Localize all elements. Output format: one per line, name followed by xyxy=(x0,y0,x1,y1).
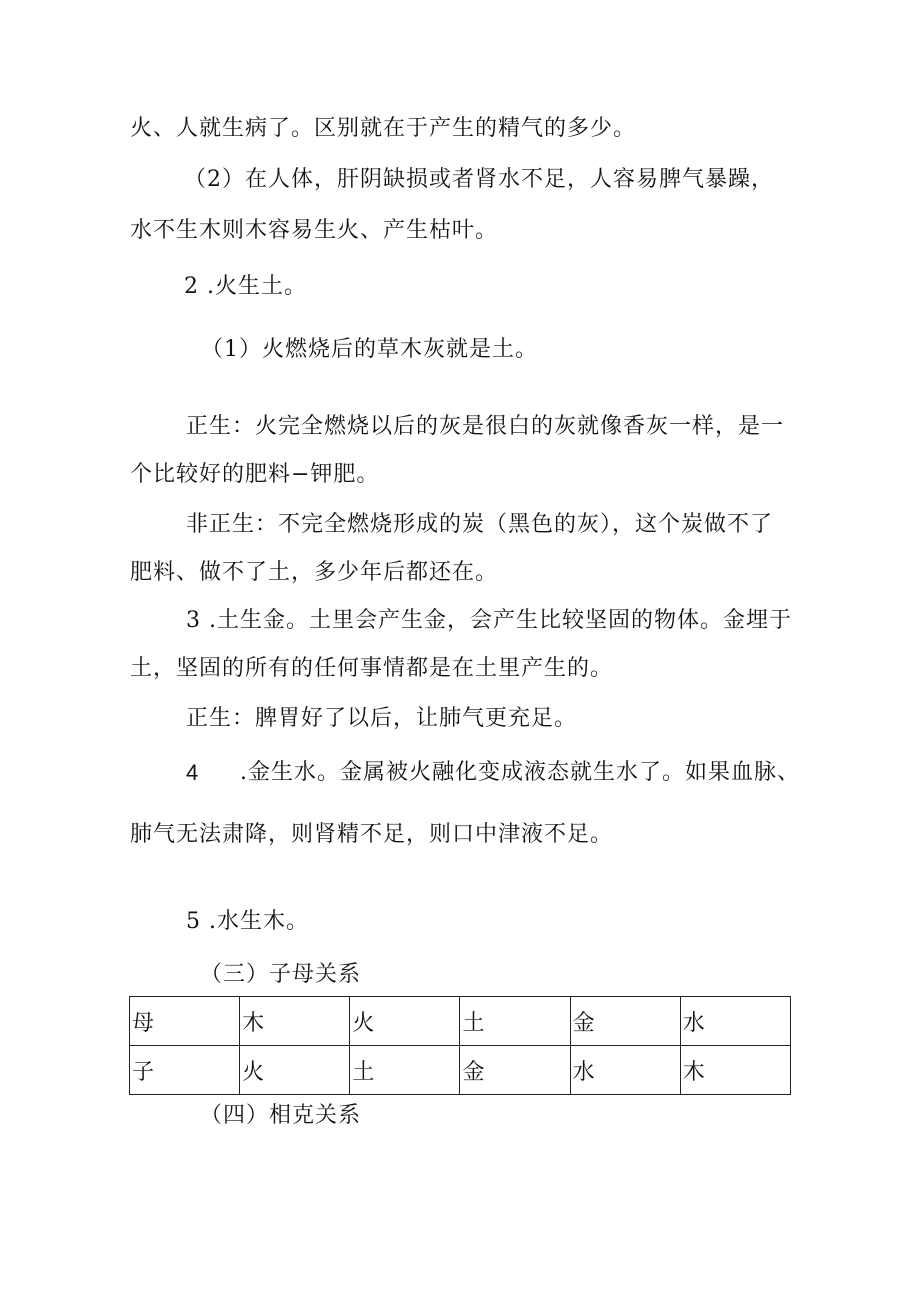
paragraph-line: （2）在人体，肝阴缺损或者肾水不足，人容易脾气暴躁， xyxy=(184,167,774,192)
paragraph-line: 火、人就生病了。区别就在于产生的精气的多少。 xyxy=(130,116,637,141)
section-title: （四）相克关系 xyxy=(200,1103,362,1128)
paragraph-line: 肥料、做不了土，多少年后都还在。 xyxy=(130,560,499,585)
section-title: （三）子母关系 xyxy=(200,962,362,987)
paragraph-line: 水不生木则木容易生火、产生枯叶。 xyxy=(130,218,499,243)
table-cell: 木 xyxy=(680,1046,790,1095)
paragraph-line: 土，坚固的所有的任何事情都是在土里产生的。 xyxy=(130,656,614,681)
heading-2: 2 .火生土。 xyxy=(184,274,307,299)
paragraph-line: （1）火燃烧后的草木灰就是土。 xyxy=(201,337,538,362)
paragraph-line: 非正生：不完全燃烧形成的炭（黑色的灰），这个炭做不了 xyxy=(186,512,774,537)
table-cell: 金 xyxy=(570,997,680,1046)
paragraph-line: 个比较好的肥料−钾肥。 xyxy=(130,462,380,487)
table-cell: 金 xyxy=(460,1046,570,1095)
table-cell: 母 xyxy=(130,997,240,1046)
heading-4-number: 4 xyxy=(186,760,200,785)
paragraph-line: 正生：脾胃好了以后，让肺气更充足。 xyxy=(186,706,578,731)
table-cell: 土 xyxy=(460,997,570,1046)
table-row xyxy=(130,997,791,1046)
table-cell: 子 xyxy=(130,1046,240,1095)
table-cell: 水 xyxy=(570,1046,680,1095)
table-cell: 水 xyxy=(680,997,790,1046)
table-cell: 火 xyxy=(350,997,460,1046)
table-cell: 火 xyxy=(240,1046,350,1095)
heading-3: 3 .土生金。土里会产生金，会产生比较坚固的物体。金埋于 xyxy=(186,608,792,633)
table-row xyxy=(130,1046,791,1095)
heading-4: .金生水。金属被火融化变成液态就生水了。如果血脉、 xyxy=(240,760,800,785)
paragraph-line: 肺气无法肃降，则肾精不足，则口中津液不足。 xyxy=(130,822,614,847)
table-cell: 木 xyxy=(240,997,350,1046)
heading-5: 5 .水生木。 xyxy=(186,909,309,934)
table-cell: 土 xyxy=(350,1046,460,1095)
paragraph-line: 正生：火完全燃烧以后的灰是很白的灰就像香灰一样，是一 xyxy=(186,414,785,439)
mother-child-table xyxy=(129,996,791,1095)
